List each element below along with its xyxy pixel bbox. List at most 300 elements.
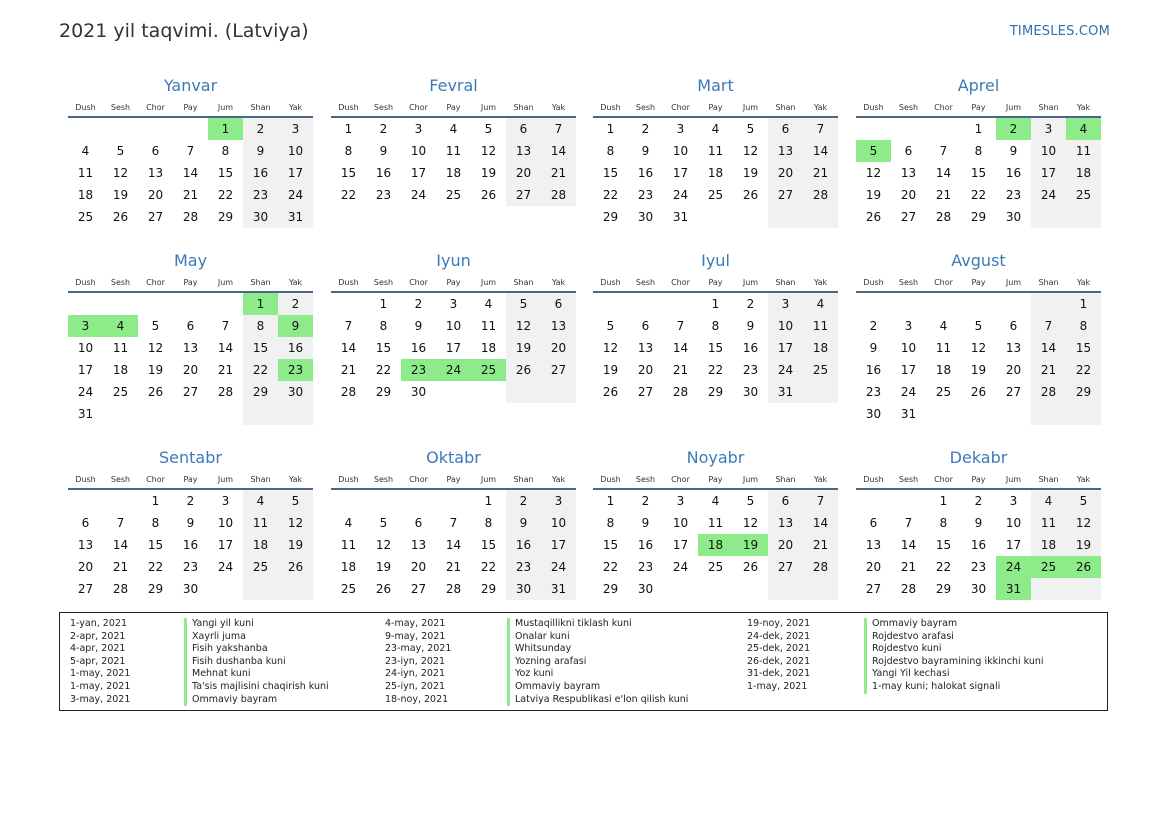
day-cell: 21 xyxy=(445,560,462,574)
day-grid xyxy=(593,490,838,600)
day-cell: 18 xyxy=(698,534,733,556)
empty-day-cell xyxy=(103,293,138,315)
weekday-header xyxy=(856,472,1101,490)
weekday-label: Jum xyxy=(480,103,497,112)
week-row xyxy=(593,534,838,556)
holiday-name: Rojdestvo kuni xyxy=(864,643,942,656)
day-cell: 28 xyxy=(672,385,689,399)
day-cell: 29 xyxy=(602,582,619,596)
empty-day-cell xyxy=(401,490,436,512)
day-cell: 1 xyxy=(974,122,983,136)
weekday-label: Jum xyxy=(742,475,759,484)
day-cell: 20 xyxy=(900,188,917,202)
day-cell: 20 xyxy=(182,363,199,377)
day-cell: 17 xyxy=(550,538,567,552)
day-cell: 27 xyxy=(900,210,917,224)
day-cell: 21 xyxy=(182,188,199,202)
day-cell: 12 xyxy=(375,538,392,552)
day-cell: 19 xyxy=(865,188,882,202)
day-cell: 3 xyxy=(904,319,913,333)
day-cell: 22 xyxy=(970,188,987,202)
day-cell: 28 xyxy=(112,582,129,596)
day-cell: 17 xyxy=(445,341,462,355)
day-cell: 15 xyxy=(375,341,392,355)
day-cell: 18 xyxy=(252,538,269,552)
month-may xyxy=(68,250,313,425)
day-cell: 27 xyxy=(777,188,794,202)
day-cell: 31 xyxy=(550,582,567,596)
empty-day-cell xyxy=(366,490,401,512)
day-cell: 13 xyxy=(77,538,94,552)
day-cell: 16 xyxy=(637,166,654,180)
day-cell: 26 xyxy=(112,210,129,224)
day-cell: 27 xyxy=(515,188,532,202)
week-row xyxy=(593,512,838,534)
holiday-legend xyxy=(59,612,1108,711)
day-cell: 20 xyxy=(515,166,532,180)
day-cell: 16 xyxy=(515,538,532,552)
day-cell: 30 xyxy=(865,407,882,421)
day-cell: 9 xyxy=(974,516,983,530)
weekday-label: Yak xyxy=(551,103,566,112)
day-cell: 5 xyxy=(116,144,125,158)
day-cell: 23 xyxy=(865,385,882,399)
week-row xyxy=(331,118,576,140)
weekday-header xyxy=(331,472,576,490)
day-cell: 29 xyxy=(707,385,724,399)
empty-day-cell xyxy=(856,118,891,140)
day-cell: 27 xyxy=(865,582,882,596)
weekday-label: Chor xyxy=(146,475,165,484)
day-cell: 4 xyxy=(103,315,138,337)
day-cell: 19 xyxy=(515,341,532,355)
day-cell: 10 xyxy=(410,144,427,158)
weekday-label: Yak xyxy=(1076,475,1091,484)
day-cell: 25 xyxy=(112,385,129,399)
weekday-label: Jum xyxy=(217,475,234,484)
day-cell: 23 xyxy=(970,560,987,574)
day-cell: 19 xyxy=(112,188,129,202)
weekday-label: Dush xyxy=(338,278,359,287)
holiday-name: Onalar kuni xyxy=(507,631,570,644)
day-cell: 28 xyxy=(340,385,357,399)
day-cell: 24 xyxy=(287,188,304,202)
weekday-label: Chor xyxy=(146,278,165,287)
empty-day-cell xyxy=(173,118,208,140)
day-cell: 23 xyxy=(637,560,654,574)
day-cell: 8 xyxy=(606,516,615,530)
day-cell: 15 xyxy=(147,538,164,552)
day-cell: 21 xyxy=(1040,363,1057,377)
empty-day-cell xyxy=(856,490,891,512)
day-cell: 1 xyxy=(711,297,720,311)
week-row xyxy=(331,162,576,184)
day-cell: 13 xyxy=(515,144,532,158)
day-cell: 28 xyxy=(445,582,462,596)
day-cell: 10 xyxy=(900,341,917,355)
day-cell: 20 xyxy=(777,538,794,552)
day-cell: 3 xyxy=(1044,122,1053,136)
day-cell: 2 xyxy=(996,118,1031,140)
holiday-name: Ommaviy bayram xyxy=(507,681,600,694)
weekday-label: Pay xyxy=(708,475,723,484)
day-grid xyxy=(593,118,838,228)
day-cell: 6 xyxy=(519,122,528,136)
day-cell: 2 xyxy=(641,494,650,508)
day-cell: 29 xyxy=(217,210,234,224)
day-cell: 4 xyxy=(81,144,90,158)
empty-day-cell xyxy=(68,118,103,140)
day-cell: 15 xyxy=(252,341,269,355)
week-row xyxy=(856,184,1101,206)
day-cell: 14 xyxy=(935,166,952,180)
day-cell: 16 xyxy=(287,341,304,355)
week-row xyxy=(593,206,838,228)
weekday-label: Yak xyxy=(288,475,303,484)
day-cell: 23 xyxy=(375,188,392,202)
day-cell: 15 xyxy=(707,341,724,355)
day-cell: 10 xyxy=(672,144,689,158)
day-cell: 12 xyxy=(742,144,759,158)
empty-day-cell xyxy=(803,381,838,403)
holiday-date: 18-noy, 2021 xyxy=(385,693,449,705)
day-cell: 18 xyxy=(1040,538,1057,552)
weekday-label: Sesh xyxy=(898,475,919,484)
day-cell: 10 xyxy=(777,319,794,333)
day-cell: 25 xyxy=(77,210,94,224)
week-row xyxy=(331,293,576,315)
weekday-label: Dush xyxy=(75,103,96,112)
holiday-name: Xayrli juma xyxy=(184,631,246,644)
weekday-header xyxy=(593,472,838,490)
day-grid xyxy=(68,490,313,600)
day-cell: 25 xyxy=(340,582,357,596)
day-cell: 24 xyxy=(672,560,689,574)
week-row xyxy=(856,403,1101,425)
week-row xyxy=(68,315,313,337)
day-cell: 31 xyxy=(287,210,304,224)
week-row xyxy=(856,162,1101,184)
month-title: May xyxy=(173,251,208,270)
day-cell: 24 xyxy=(550,560,567,574)
day-cell: 1 xyxy=(243,293,278,315)
day-cell: 19 xyxy=(147,363,164,377)
month-title: Sentabr xyxy=(159,448,222,467)
weekday-label: Jum xyxy=(742,278,759,287)
day-cell: 22 xyxy=(217,188,234,202)
weekday-label: Jum xyxy=(480,278,497,287)
day-cell: 7 xyxy=(221,319,230,333)
weekday-label: Chor xyxy=(671,475,690,484)
day-cell: 22 xyxy=(340,188,357,202)
day-cell: 30 xyxy=(637,210,654,224)
day-cell: 5 xyxy=(484,122,493,136)
day-cell: 11 xyxy=(77,166,94,180)
week-row xyxy=(593,556,838,578)
empty-day-cell xyxy=(1066,206,1101,228)
day-cell: 17 xyxy=(410,166,427,180)
month-aprel xyxy=(856,75,1101,228)
week-row xyxy=(856,512,1101,534)
month-title: Iyul xyxy=(701,251,730,270)
empty-day-cell xyxy=(506,381,541,403)
day-cell: 30 xyxy=(637,582,654,596)
empty-day-cell xyxy=(173,403,208,425)
week-row xyxy=(331,578,576,600)
week-row xyxy=(593,118,838,140)
day-cell: 29 xyxy=(970,210,987,224)
day-cell: 22 xyxy=(707,363,724,377)
weekday-header xyxy=(68,472,313,490)
week-row xyxy=(331,140,576,162)
day-cell: 30 xyxy=(410,385,427,399)
weekday-label: Chor xyxy=(934,475,953,484)
day-cell: 12 xyxy=(287,516,304,530)
holiday-date: 3-may, 2021 xyxy=(70,693,131,705)
day-cell: 22 xyxy=(147,560,164,574)
week-row xyxy=(856,337,1101,359)
week-row xyxy=(593,490,838,512)
weekday-label: Pay xyxy=(183,475,198,484)
day-cell: 1 xyxy=(939,494,948,508)
day-cell: 10 xyxy=(1005,516,1022,530)
day-cell: 9 xyxy=(186,516,195,530)
day-cell: 2 xyxy=(291,297,300,311)
day-cell: 7 xyxy=(449,516,458,530)
holiday-date: 25-dek, 2021 xyxy=(747,643,811,655)
day-cell: 11 xyxy=(340,538,357,552)
week-row xyxy=(68,118,313,140)
day-cell: 13 xyxy=(777,144,794,158)
day-cell: 28 xyxy=(217,385,234,399)
day-cell: 15 xyxy=(340,166,357,180)
weekday-header xyxy=(593,275,838,293)
week-row xyxy=(68,359,313,381)
weekday-label: Dush xyxy=(338,475,359,484)
day-cell: 12 xyxy=(112,166,129,180)
page-title: 2021 yil taqvimi. (Latviya) xyxy=(59,20,309,42)
day-cell: 23 xyxy=(278,359,313,381)
weekday-label: Pay xyxy=(446,278,461,287)
day-cell: 24 xyxy=(996,556,1031,578)
week-row xyxy=(856,490,1101,512)
week-row xyxy=(331,490,576,512)
day-cell: 1 xyxy=(1079,297,1088,311)
day-cell: 26 xyxy=(480,188,497,202)
weekday-label: Chor xyxy=(934,103,953,112)
day-cell: 11 xyxy=(112,341,129,355)
day-cell: 4 xyxy=(1044,494,1053,508)
day-cell: 9 xyxy=(379,144,388,158)
day-cell: 16 xyxy=(375,166,392,180)
day-cell: 24 xyxy=(436,359,471,381)
day-cell: 16 xyxy=(410,341,427,355)
day-cell: 25 xyxy=(471,359,506,381)
day-cell: 10 xyxy=(77,341,94,355)
weekday-label: Shan xyxy=(513,278,534,287)
holiday-date: 4-apr, 2021 xyxy=(70,643,126,655)
day-cell: 31 xyxy=(77,407,94,421)
day-cell: 2 xyxy=(641,122,650,136)
day-cell: 23 xyxy=(637,188,654,202)
day-cell: 27 xyxy=(637,385,654,399)
day-cell: 3 xyxy=(449,297,458,311)
empty-day-cell xyxy=(891,490,926,512)
weekday-label: Chor xyxy=(671,278,690,287)
week-row xyxy=(68,512,313,534)
day-cell: 30 xyxy=(1005,210,1022,224)
weekday-label: Jum xyxy=(217,278,234,287)
weekday-label: Yak xyxy=(288,278,303,287)
week-row xyxy=(331,337,576,359)
day-cell: 18 xyxy=(77,188,94,202)
day-cell: 31 xyxy=(900,407,917,421)
month-title: Yanvar xyxy=(163,76,218,95)
day-cell: 8 xyxy=(344,144,353,158)
empty-day-cell xyxy=(1031,578,1066,600)
holiday-name: Ta'sis majlisini chaqirish kuni xyxy=(184,681,329,694)
day-cell: 27 xyxy=(550,363,567,377)
month-title: Dekabr xyxy=(949,448,1008,467)
empty-day-cell xyxy=(803,206,838,228)
holiday-name: Latviya Respublikasi e'lon qilish kuni xyxy=(507,694,688,707)
day-cell: 24 xyxy=(410,188,427,202)
day-cell: 5 xyxy=(974,319,983,333)
day-cell: 19 xyxy=(287,538,304,552)
weekday-label: Dush xyxy=(75,278,96,287)
day-cell: 24 xyxy=(900,385,917,399)
week-row xyxy=(593,184,838,206)
day-cell: 20 xyxy=(77,560,94,574)
empty-day-cell xyxy=(541,381,576,403)
empty-day-cell xyxy=(856,293,891,315)
day-cell: 22 xyxy=(252,363,269,377)
weekday-label: Yak xyxy=(551,278,566,287)
empty-day-cell xyxy=(698,578,733,600)
week-row xyxy=(593,140,838,162)
weekday-label: Shan xyxy=(775,475,796,484)
weekday-label: Dush xyxy=(600,278,621,287)
holiday-name: Yoz kuni xyxy=(507,668,553,681)
day-cell: 15 xyxy=(970,166,987,180)
day-cell: 6 xyxy=(151,144,160,158)
day-cell: 27 xyxy=(182,385,199,399)
day-grid xyxy=(68,293,313,425)
day-cell: 22 xyxy=(1075,363,1092,377)
weekday-label: Pay xyxy=(971,103,986,112)
day-cell: 4 xyxy=(939,319,948,333)
week-row xyxy=(856,118,1101,140)
holiday-date: 1-yan, 2021 xyxy=(70,618,127,629)
day-cell: 13 xyxy=(900,166,917,180)
week-row xyxy=(68,140,313,162)
empty-day-cell xyxy=(733,578,768,600)
day-cell: 6 xyxy=(554,297,563,311)
day-cell: 22 xyxy=(375,363,392,377)
empty-day-cell xyxy=(891,118,926,140)
day-cell: 5 xyxy=(379,516,388,530)
day-cell: 17 xyxy=(287,166,304,180)
day-cell: 12 xyxy=(970,341,987,355)
holiday-date: 26-dek, 2021 xyxy=(747,655,811,667)
day-cell: 16 xyxy=(970,538,987,552)
week-row xyxy=(68,293,313,315)
day-cell: 2 xyxy=(186,494,195,508)
holiday-date: 4-may, 2021 xyxy=(385,618,446,629)
empty-day-cell xyxy=(278,578,313,600)
day-cell: 9 xyxy=(641,144,650,158)
holiday-name: Fisih dushanba kuni xyxy=(184,656,286,669)
weekday-label: Sesh xyxy=(898,278,919,287)
week-row xyxy=(856,381,1101,403)
weekday-label: Yak xyxy=(288,103,303,112)
day-cell: 11 xyxy=(480,319,497,333)
empty-day-cell xyxy=(1031,206,1066,228)
day-grid xyxy=(856,490,1101,600)
day-cell: 15 xyxy=(935,538,952,552)
day-cell: 21 xyxy=(550,166,567,180)
day-cell: 3 xyxy=(221,494,230,508)
empty-day-cell xyxy=(436,490,471,512)
day-cell: 18 xyxy=(112,363,129,377)
day-cell: 10 xyxy=(287,144,304,158)
day-cell: 29 xyxy=(480,582,497,596)
day-cell: 23 xyxy=(742,363,759,377)
empty-day-cell xyxy=(926,403,961,425)
day-cell: 26 xyxy=(515,363,532,377)
day-cell: 8 xyxy=(974,144,983,158)
day-cell: 2 xyxy=(869,319,878,333)
day-cell: 6 xyxy=(81,516,90,530)
week-row xyxy=(331,315,576,337)
month-oktabr xyxy=(331,447,576,600)
day-cell: 13 xyxy=(637,341,654,355)
day-cell: 15 xyxy=(602,538,619,552)
empty-day-cell xyxy=(471,381,506,403)
weekday-header xyxy=(68,275,313,293)
day-cell: 26 xyxy=(375,582,392,596)
day-cell: 13 xyxy=(1005,341,1022,355)
day-grid xyxy=(856,293,1101,425)
weekday-label: Dush xyxy=(863,103,884,112)
day-cell: 28 xyxy=(550,188,567,202)
day-cell: 15 xyxy=(480,538,497,552)
day-cell: 24 xyxy=(777,363,794,377)
day-cell: 19 xyxy=(480,166,497,180)
day-cell: 11 xyxy=(812,319,829,333)
weekday-label: Sesh xyxy=(635,103,656,112)
site-link[interactable]: TIMESLES.COM xyxy=(1009,24,1110,39)
weekday-label: Pay xyxy=(708,278,723,287)
weekday-label: Dush xyxy=(600,103,621,112)
holiday-name: Mustaqillikni tiklash kuni xyxy=(507,618,632,631)
day-cell: 28 xyxy=(1040,385,1057,399)
day-cell: 7 xyxy=(554,122,563,136)
day-cell: 25 xyxy=(1031,556,1066,578)
weekday-label: Shan xyxy=(250,103,271,112)
day-cell: 1 xyxy=(379,297,388,311)
week-row xyxy=(856,359,1101,381)
day-cell: 14 xyxy=(340,341,357,355)
weekday-label: Dush xyxy=(338,103,359,112)
day-cell: 27 xyxy=(147,210,164,224)
weekday-label: Sesh xyxy=(635,475,656,484)
day-cell: 11 xyxy=(935,341,952,355)
week-row xyxy=(68,337,313,359)
day-cell: 30 xyxy=(182,582,199,596)
day-cell: 27 xyxy=(77,582,94,596)
empty-day-cell xyxy=(243,578,278,600)
